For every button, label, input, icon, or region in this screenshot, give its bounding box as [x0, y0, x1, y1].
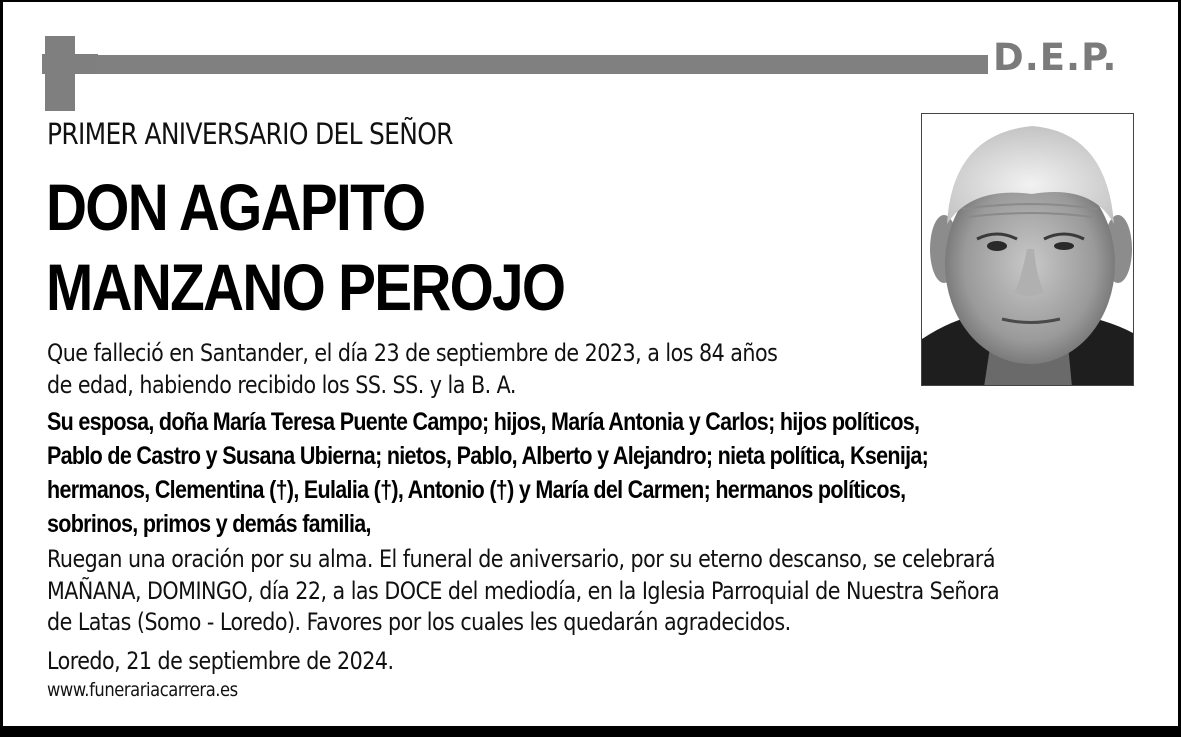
service-line-2: MAÑANA, DOMINGO, día 22, a las DOCE del mediodía, en la Iglesia Parroquial de Nuestra Señora	[47, 577, 1000, 605]
family-line-3: hermanos, Clementina (†), Eulalia (†), Antonio (†) y María del Carmen; hermanos políticos,	[47, 476, 906, 504]
place-date: Loredo, 21 de septiembre de 2024.	[47, 647, 394, 675]
service-line-3: de Latas (Somo - Loredo). Favores por los cuales les quedarán agradecidos.	[47, 608, 791, 636]
family-line-2: Pablo de Castro y Susana Ubierna; nietos, Pablo, Alberto y Alejandro; nieta política, Ksenija;	[47, 442, 929, 470]
obituary-card	[3, 2, 1178, 726]
family-line-4: sobrinos, primos y demás familia,	[47, 510, 371, 538]
dep-label: D.E.P.	[993, 36, 1118, 79]
death-info-line-1: Que falleció en Santander, el día 23 de septiembre de 2023, a los 84 años	[47, 339, 778, 367]
service-line-1: Ruegan una oración por su alma. El funeral de aniversario, por su eterno descanso, se celebrará	[47, 545, 996, 573]
death-info-line-2: de edad, habiendo recibido los SS. SS. y la B. A.	[47, 371, 516, 399]
family-line-1: Su esposa, doña María Teresa Puente Campo; hijos, María Antonia y Carlos; hijos políticos,	[47, 408, 920, 436]
portrait-image	[922, 114, 1134, 386]
deceased-name-line-2: MANZANO PEROJO	[46, 250, 565, 324]
portrait-photo	[921, 113, 1134, 386]
website-link[interactable]: www.funerariacarrera.es	[47, 679, 238, 701]
deceased-name-line-1: DON AGAPITO	[46, 170, 425, 244]
header-rule	[96, 55, 988, 74]
notice-kicker: PRIMER ANIVERSARIO DEL SEÑOR	[47, 117, 453, 151]
cross-icon-arm	[42, 54, 98, 74]
